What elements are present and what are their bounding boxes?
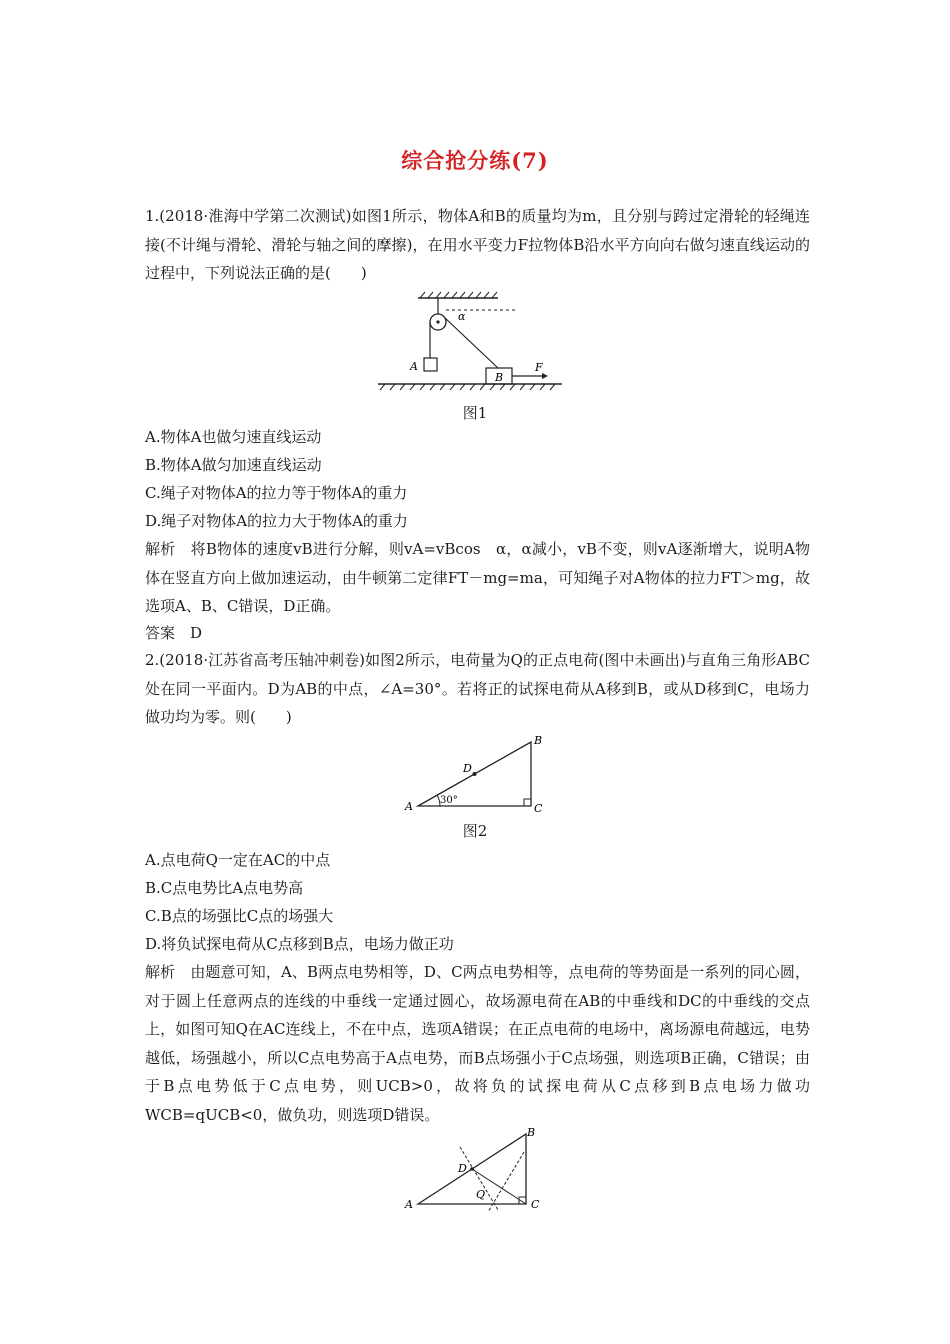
q2-option-c: C.B点的场强比C点的场强大 <box>145 907 334 925</box>
figure-2-triangle <box>400 732 550 817</box>
figure-2-caption: 图2 <box>462 822 488 840</box>
figure-3-label-d: D <box>458 1162 467 1175</box>
q1-option-a: A.物体A也做匀速直线运动 <box>145 428 322 446</box>
page-title: 综合抢分练(7) <box>401 148 549 173</box>
figure-1-pulley-diagram <box>370 290 570 395</box>
q1-option-c: C.绳子对物体A的拉力等于物体A的重力 <box>145 484 408 502</box>
q1-option-d: D.绳子对物体A的拉力大于物体A的重力 <box>145 512 408 530</box>
figure-3-label-c: C <box>531 1198 540 1211</box>
q2-option-d: D.将负试探电荷从C点移到B点，电场力做正功 <box>145 935 454 953</box>
figure-3-label-q: Q <box>476 1188 486 1201</box>
figure-1-label-a: A <box>410 360 418 373</box>
question-1-stem: 1.(2018·淮海中学第二次测试)如图1所示，物体A和B的质量均为m，且分别与跨过定滑轮的轻绳连接(不计绳与滑轮、滑轮与轴之间的摩擦)，在用水平变力F拉物体B沿水平方向向右做匀速直线运动的过程中，下列说法正确的是( ) <box>145 207 810 282</box>
figure-1-label-f: F <box>535 361 543 374</box>
figure-2-angle-label: 30° <box>440 795 458 806</box>
question-2-stem: 2.(2018·江苏省高考压轴冲刺卷)如图2所示，电荷量为Q的正点电荷(图中未画出)与直角三角形ABC处在同一平面内。D为AB的中点，∠A=30°。若将正的试探电荷从A移到B，或从D移到C，电场力做功均为零。则( ) <box>145 651 810 726</box>
figure-1-caption: 图1 <box>462 404 488 422</box>
figure-2-label-b: B <box>534 734 543 747</box>
figure-2-label-d: D <box>463 762 472 775</box>
figure-1-alpha-label: α <box>458 310 466 323</box>
figure-3-label-b: B <box>527 1126 536 1139</box>
figure-2-label-a: A <box>405 800 413 813</box>
figure-2-label-c: C <box>534 802 543 815</box>
figure-3-label-a: A <box>405 1198 413 1211</box>
q2-option-b: B.C点电势比A点电势高 <box>145 879 304 897</box>
q2-option-a: A.点电荷Q一定在AC的中点 <box>145 851 331 869</box>
figure-1-label-b: B <box>495 371 504 384</box>
q2-analysis: 解析 由题意可知，A、B两点电势相等，D、C两点电势相等，点电荷的等势面是一系列的同心圆，对于圆上任意两点的连线的中垂线一定通过圆心，故场源电荷在AB的中垂线和DC的中垂线的交点上，如图可知Q在AC连线上，不在中点，选项A错误；在正点电荷的电场中，离场源电荷越远，电势越低，场强越小，所以C点电势高于A点电势，而B点场强小于C点场强，则选项B正确，C错误；由于B点电势低于C点电势，则UCB>0，故将负的试探电荷从C点移到B点电场力做功WCB=qUCB<0，做负功，则选项D错误。 <box>145 963 810 1124</box>
q1-option-b: B.物体A做匀加速直线运动 <box>145 456 322 474</box>
q1-analysis: 解析 将B物体的速度vB进行分解，则vA=vBcos α，α减小，vB不变，则vA逐渐增大，说明A物体在竖直方向上做加速运动，由牛顿第二定律FT－mg=ma，可知绳子对A物体的拉力FT＞mg，故选项A、B、C错误，D正确。 <box>145 540 810 615</box>
q1-answer: 答案 D <box>145 624 203 642</box>
figure-3-solution-diagram <box>400 1122 550 1217</box>
